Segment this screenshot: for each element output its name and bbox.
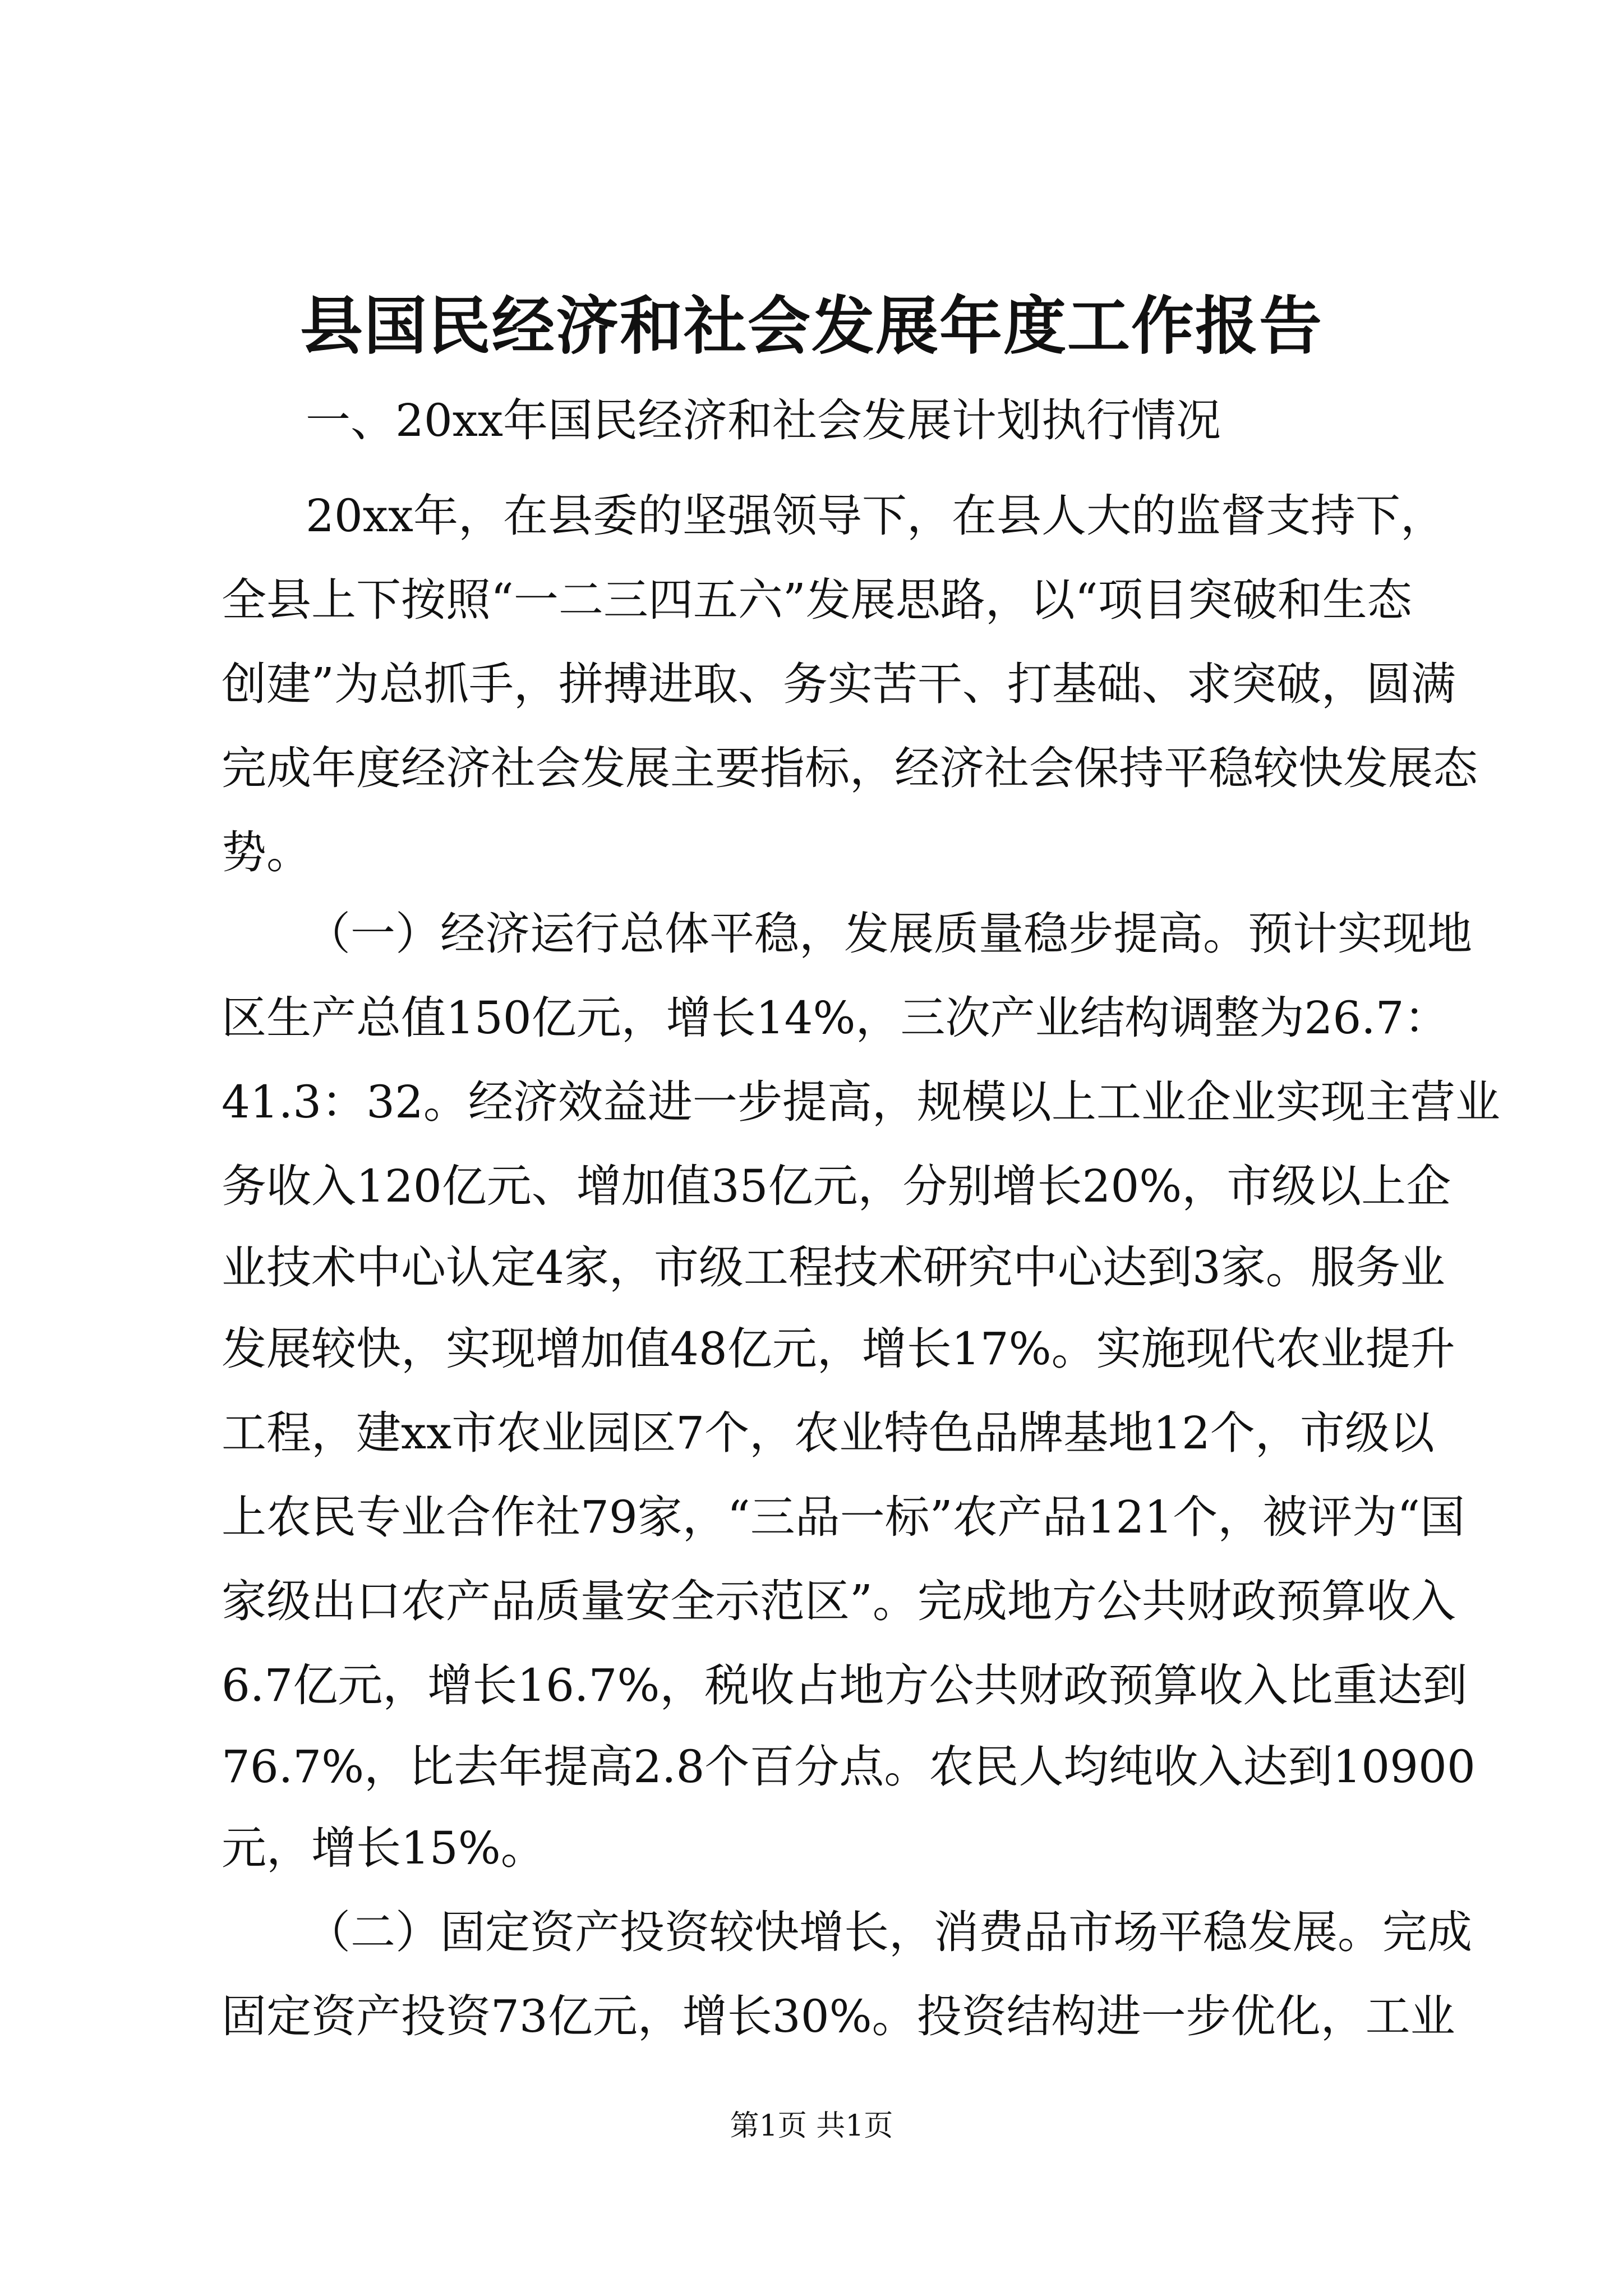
paragraph-line: （二）固定资产投资较快增长，消费品市场平稳发展。完成 [306,1906,1472,1958]
paragraph-line: 工程，建xx市农业园区7个，农业特色品牌基地12个，市级以 [222,1407,1435,1459]
paragraph-line: 势。 [222,826,311,878]
paragraph-line: 20xx年，在县委的坚强领导下，在县人大的监督支持下， [306,490,1446,542]
paragraph-line: 6.7亿元，增长16.7%，税收占地方公共财政预算收入比重达到 [222,1659,1468,1711]
paragraph-line: 家级出口农产品质量安全示范区”。完成地方公共财政预算收入 [222,1575,1456,1627]
section-heading: 一、20xx年国民经济和社会发展计划执行情况 [306,394,1221,447]
paragraph-line: 完成年度经济社会发展主要指标，经济社会保持平稳较快发展态 [222,742,1478,794]
document-title: 县国民经济和社会发展年度工作报告 [300,289,1323,363]
paragraph-line: 区生产总值150亿元，增长14%，三次产业结构调整为26.7： [222,992,1449,1044]
paragraph-line: 务收入120亿元、增加值35亿元，分别增长20%，市级以上企 [222,1160,1451,1212]
paragraph-line: 41.3：32。经济效益进一步提高，规模以上工业企业实现主营业 [222,1076,1500,1128]
paragraph-line: 业技术中心认定4家，市级工程技术研究中心达到3家。服务业 [222,1241,1445,1294]
paragraph-line: 固定资产投资73亿元，增长30%。投资结构进一步优化，工业 [222,1990,1455,2042]
paragraph-line: （一）经济运行总体平稳，发展质量稳步提高。预计实现地 [306,908,1472,960]
paragraph-line: 发展较快，实现增加值48亿元，增长17%。实施现代农业提升 [222,1323,1455,1375]
page-number-footer: 第1页 共1页 [730,2109,893,2143]
paragraph-line: 全县上下按照“一二三四五六”发展思路，以“项目突破和生态 [222,574,1412,626]
paragraph-line: 76.7%，比去年提高2.8个百分点。农民人均纯收入达到10900 [222,1741,1476,1793]
paragraph-line: 元，增长15%。 [222,1822,546,1874]
paragraph-line: 创建”为总抓手，拼搏进取、务实苦干、打基础、求突破，圆满 [222,658,1456,710]
paragraph-line: 上农民专业合作社79家，“三品一标”农产品121个，被评为“国 [222,1491,1465,1543]
